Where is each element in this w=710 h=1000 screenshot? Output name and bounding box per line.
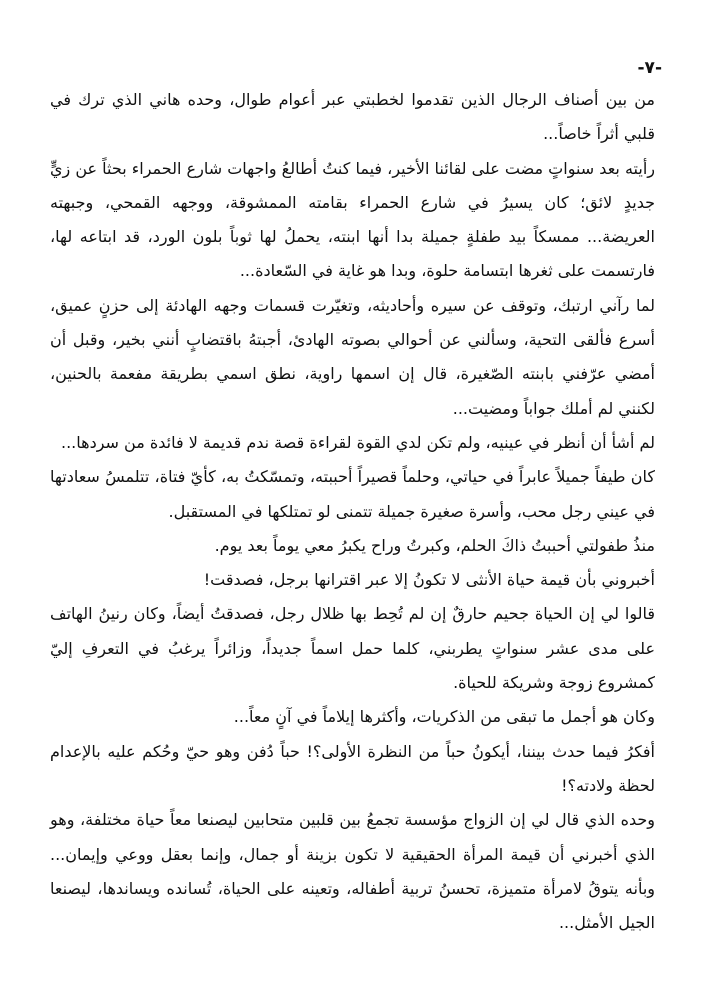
page-number: -٧- — [637, 58, 662, 78]
paragraph-5: كان طيفاً جميلاً عابراً في حياتي، وحلماً قصيراً أحببته، وتمسّكتُ به، كأيّ فتاة، تتلمسُ سعادتها في عيني رجل محب، وأسرة صغيرة جميلة تتمنى لو تمتلكها في المستقبل. — [50, 467, 655, 521]
body-text — [50, 83, 668, 940]
paragraph-8: قالوا لي إن الحياة جحيم حارقٌ إن لم تُحِط بها ظلال رجل، فصدقتُ أيضاً، وكان رنينُ الهاتف على مدى عشر سنواتٍ يطربني، كلما حمل اسماً جديداً، وزائراً يرغبُ في التعرفِ إليّ كمشروع زوجة وشريكة للحياة. — [50, 604, 655, 693]
paragraph-6: منذُ طفولتي أحببتُ ذاكَ الحلم، وكبرتُ وراح يكبرُ معي يوماً بعد يوم. — [214, 535, 655, 555]
paragraph-1: من بين أصناف الرجال الذين تقدموا لخطبتي عبر أعوام طوال، وحده هاني الذي ترك في قلبي أثراً خاصاً... — [50, 90, 655, 144]
paragraph-4: لم أشأ أن أنظر في عينيه، ولم تكن لدي القوة لقراءة قصة ندم قديمة لا فائدة من سردها... — [61, 432, 655, 452]
paragraph-10: أفكرُ فيما حدث بيننا، أيكونُ حباً من النظرة الأولى؟! حباً دُفن وهو حيّ وحُكم عليه بالإعدام لحظة ولادته؟! — [50, 741, 655, 795]
paragraph-7: أخبروني بأن قيمة حياة الأنثى لا تكونُ إلا عبر اقترانها برجل، فصدقت! — [203, 570, 655, 590]
paragraph-11: وحده الذي قال لي إن الزواج مؤسسة تجمعُ بين قلبين متحابين ليصنعا معاً حياة مختلفة، وهو الذي أخبرني أن قيمة المرأة الحقيقية لا تكون بزينة أو جمال، وإنما بعقل ووعي وإيمان... وبأنه يتوقُ لامرأة متميزة، تحسنُ تربية أطفاله، وتعينه على الحياة، تُسانده ويساندها، ليصنعا الجيل الأمثل... — [50, 810, 655, 933]
paragraph-3: لما رآني ارتبك، وتوقف عن سيره وأحاديثه، وتغيّرت قسمات وجهه الهادئة إلى حزنٍ عميق، أسرع فألقى التحية، وسألني عن أحوالي بصوته الهادئ، أجبتهُ باقتضابٍ أنني بخير، وقبل أن أمضي عرّفني بابنته الصّغيرة، قال إن اسمها راوية، نطق اسمي بطريقة مفعمة بالحنين، لكنني لم أملك جواباً ومضيت... — [50, 295, 655, 418]
paragraph-9: وكان هو أجمل ما تبقى من الذكريات، وأكثرها إيلاماً في آنٍ معاً... — [233, 707, 655, 727]
paragraph-2: رأيته بعد سنواتٍ مضت على لقائنا الأخير، فيما كنتُ أطالعُ واجهات شارع الحمراء بحثاً عن زيٍّ جديدٍ لائق؛ كان يسيرُ في شارع الحمراء بقامته الممشوقة، ووجهه القمحي، وجبهته العريضة... ممسكاً بيد طفلةٍ جميلة بدا أنها ابنته، يحملُ لها ثوباً بلون الورد، قد ابتاعه لها، فارتسمت على ثغرها ابتسامة حلوة، وبدا هو غاية في السّعادة... — [50, 158, 655, 281]
